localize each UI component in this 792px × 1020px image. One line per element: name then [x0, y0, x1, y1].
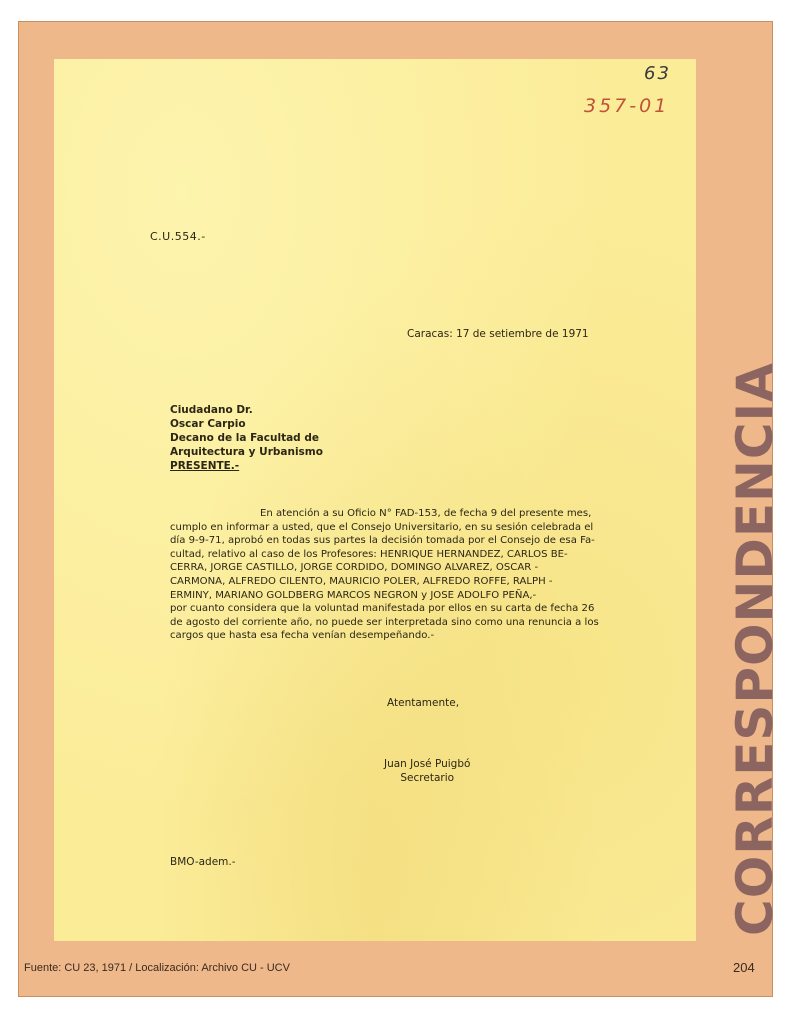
letter-reference: C.U.554.-	[150, 230, 206, 243]
signatory-name: Juan José Puigbó	[384, 758, 471, 770]
body-line: ERMINY, MARIANO GOLDBERG MARCOS NEGRON y JOSE ADOLFO PEÑA,-	[170, 589, 537, 601]
recipient-line: Decano de la Facultad de	[170, 432, 319, 444]
recipient-block	[170, 403, 323, 473]
footer-source: Fuente: CU 23, 1971 / Localización: Archivo CU - UCV	[24, 962, 290, 974]
handwritten-folio-number: 63	[644, 63, 671, 84]
body-line: CARMONA, ALFREDO CILENTO, MAURICIO POLER, ALFREDO ROFFE, RALPH -	[170, 575, 553, 587]
recipient-line: Ciudadano Dr.	[170, 404, 253, 416]
handwritten-archive-code: 357-01	[584, 95, 670, 117]
recipient-line: Arquitectura y Urbanismo	[170, 446, 323, 458]
page-number: 204	[733, 960, 755, 975]
signatory-title: Secretario	[400, 772, 455, 784]
letter-body	[170, 507, 628, 643]
body-line: CERRA, JORGE CASTILLO, JORGE CORDIDO, DOMINGO ALVAREZ, OSCAR -	[170, 562, 539, 574]
body-line: cargos que hasta esa fecha venían desempeñando.-	[170, 630, 435, 642]
body-line: por cuanto considera que la voluntad manifestada por ellos en su carta de fecha 26	[170, 603, 595, 615]
typist-initials: BMO-adem.-	[170, 856, 236, 868]
section-title-vertical: CORRESPONDENCIA	[726, 362, 784, 936]
page-frame	[18, 21, 784, 997]
recipient-line: PRESENTE.-	[170, 460, 240, 472]
signature-block	[384, 757, 470, 785]
scanned-letter	[54, 59, 696, 941]
recipient-line: Oscar Carpio	[170, 418, 246, 430]
body-line: En atención a su Oficio N° FAD-153, de fecha 9 del presente mes,	[260, 508, 592, 519]
body-line: cultad, relativo al caso de los Profesores: HENRIQUE HERNANDEZ, CARLOS BE-	[170, 548, 568, 560]
letter-closing: Atentamente,	[387, 697, 460, 709]
letter-date: Caracas: 17 de setiembre de 1971	[407, 328, 589, 340]
body-line: día 9-9-71, aprobó en todas sus partes la decisión tomada por el Consejo de esa Fa-	[170, 535, 595, 547]
body-line: de agosto del corriente año, no puede ser interpretada sino como una renuncia a los	[170, 616, 599, 628]
body-line: cumplo en informar a usted, que el Consejo Universitario, en su sesión celebrada el	[170, 521, 594, 533]
